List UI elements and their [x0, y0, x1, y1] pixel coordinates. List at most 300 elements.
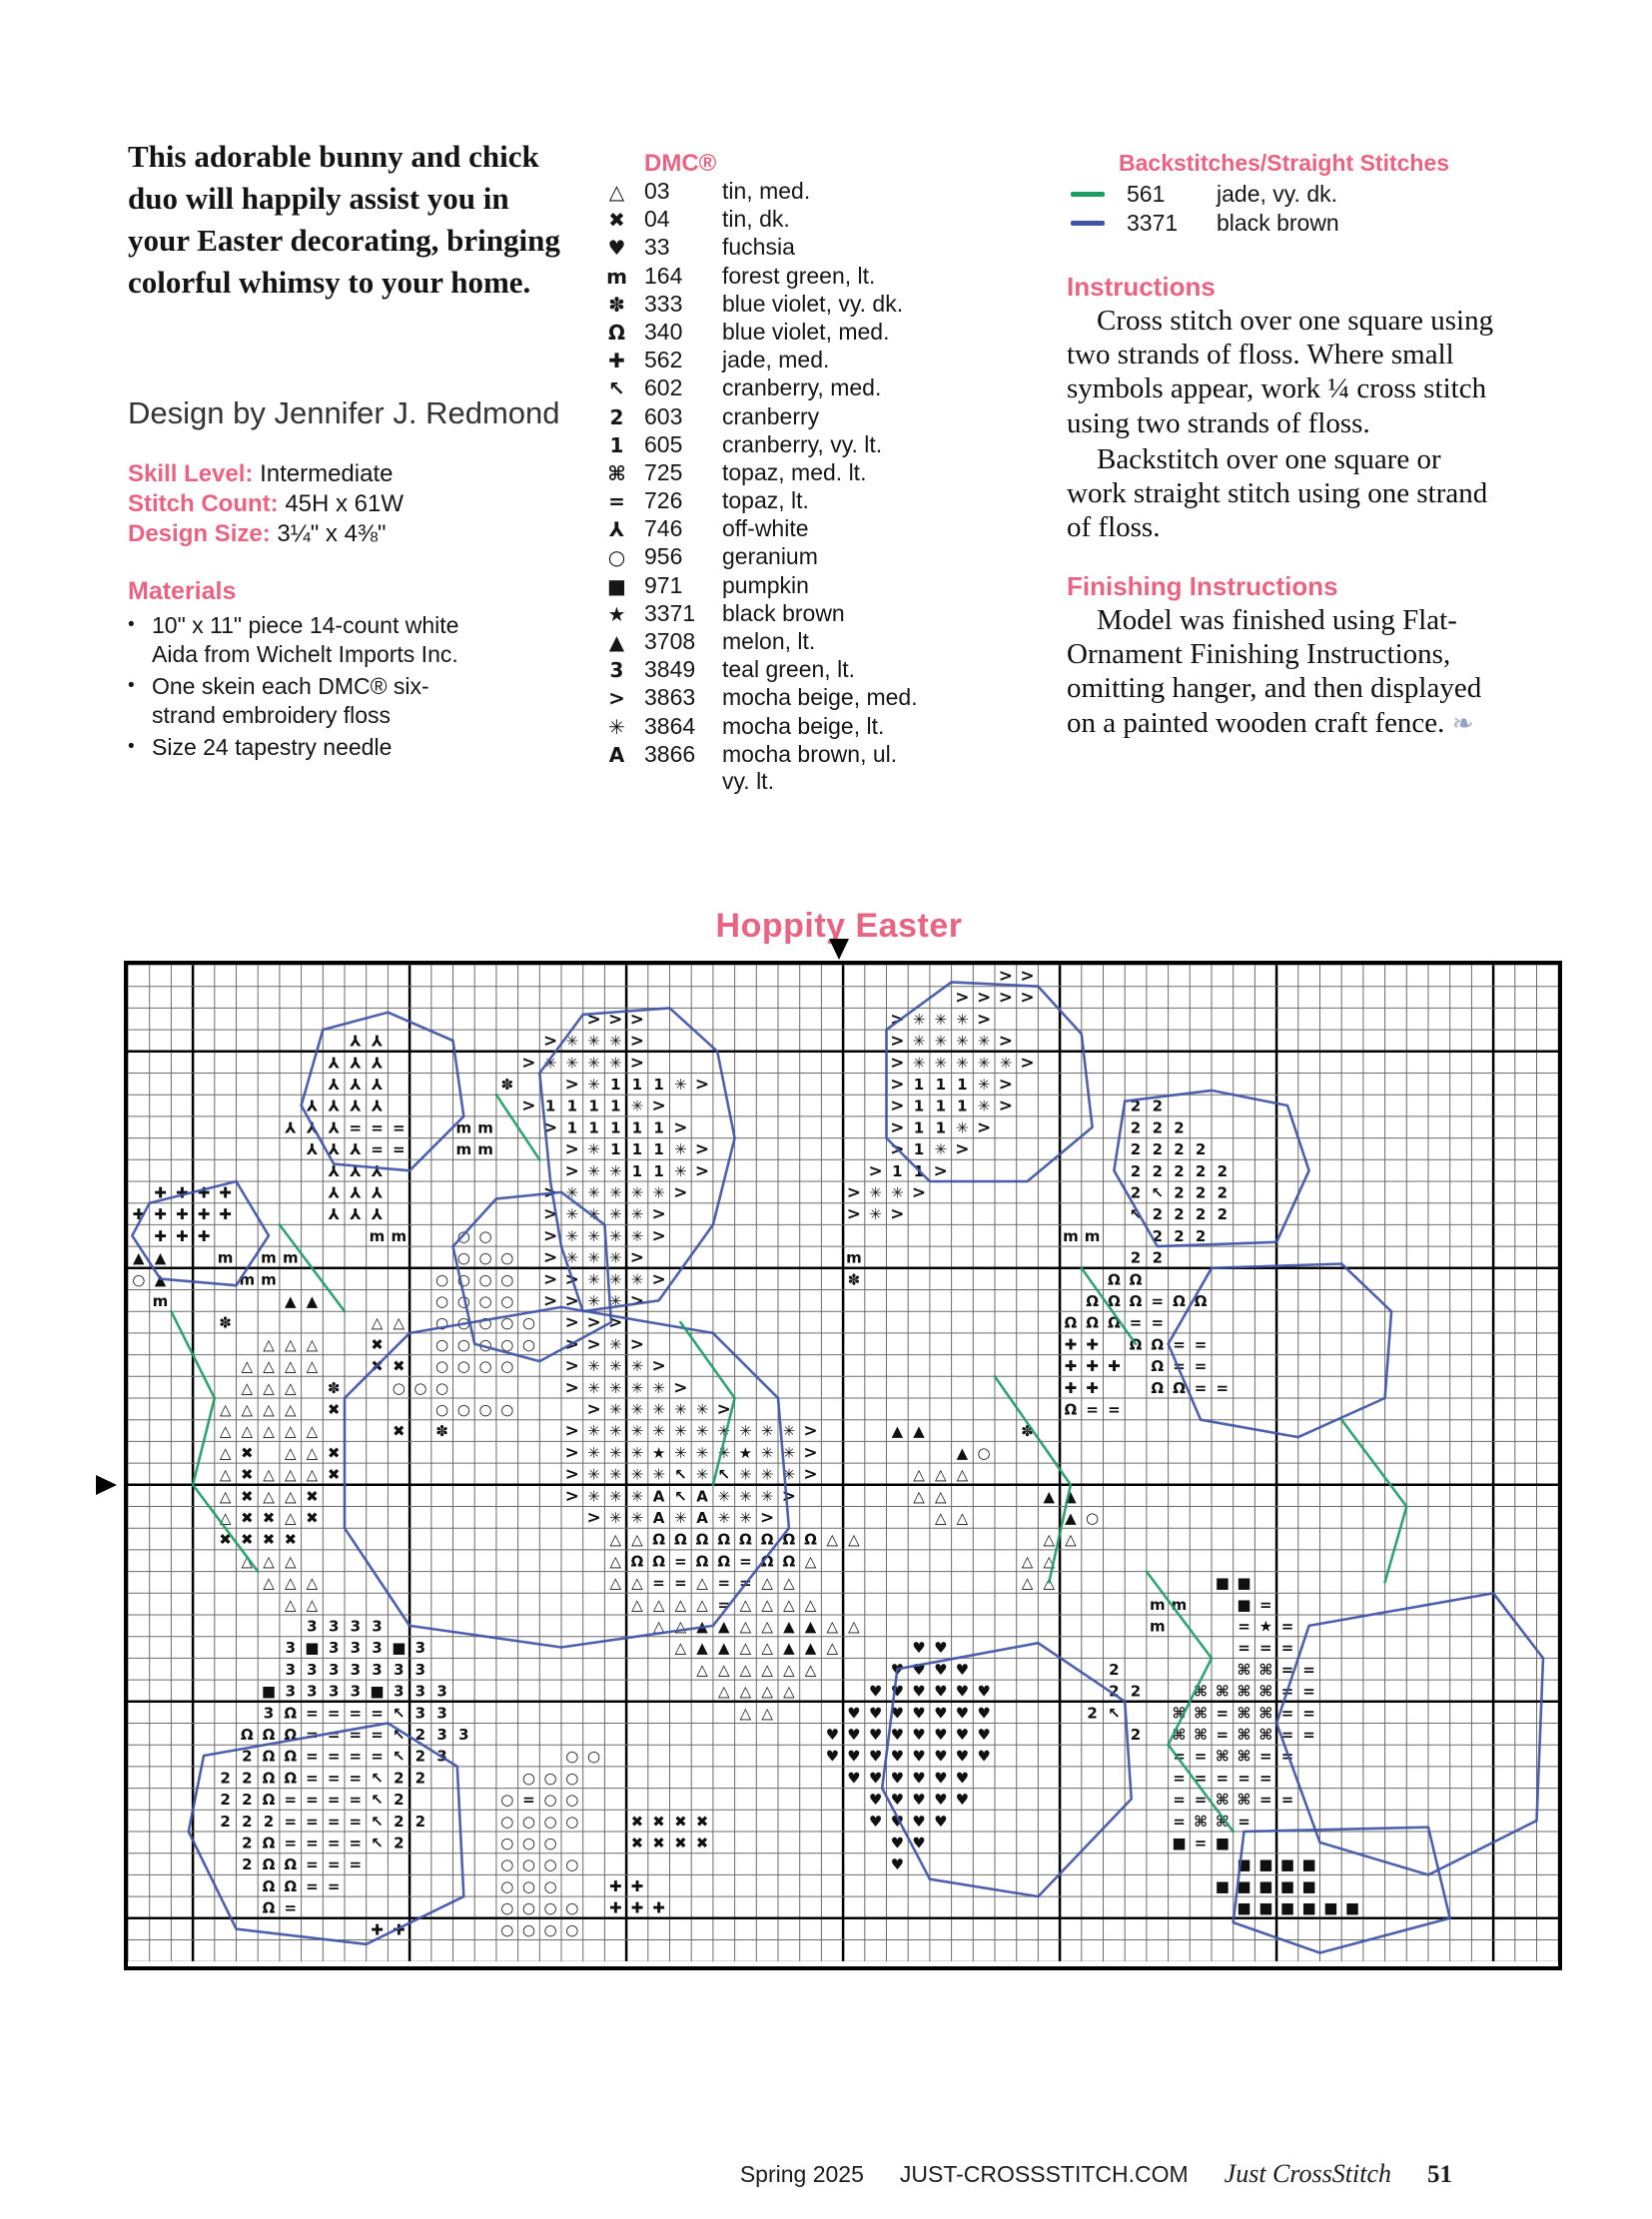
floss-name: fuchsia: [722, 234, 795, 261]
svg-text:1: 1: [610, 1118, 621, 1137]
svg-text:△: △: [956, 1509, 969, 1527]
svg-text:1: 1: [913, 1097, 925, 1115]
svg-text:>: >: [694, 1160, 710, 1181]
svg-text:✖: ✖: [306, 1509, 319, 1527]
svg-text:♥: ♥: [868, 1769, 883, 1788]
svg-text:✚: ✚: [609, 1898, 622, 1917]
svg-text:m: m: [477, 1118, 493, 1137]
svg-text:○: ○: [456, 1248, 470, 1267]
svg-text:2: 2: [414, 1769, 426, 1788]
svg-text:=: =: [1194, 1357, 1208, 1376]
spec-line: Design Size: 3¼" x 4⅜": [128, 520, 387, 547]
svg-text:3: 3: [394, 1660, 405, 1679]
svg-text:m: m: [1063, 1226, 1079, 1245]
svg-text:△: △: [826, 1530, 839, 1549]
svg-text:♥: ♥: [912, 1791, 926, 1810]
svg-text:2: 2: [1130, 1183, 1142, 1202]
svg-text:○: ○: [435, 1292, 449, 1310]
svg-text:A: A: [696, 1509, 708, 1527]
svg-text:✚: ✚: [219, 1183, 232, 1202]
materials-header: Materials: [128, 577, 237, 605]
dmc-legend-row: [589, 684, 919, 712]
svg-text:△: △: [609, 1574, 622, 1593]
svg-text:⌘: ⌘: [1237, 1726, 1251, 1744]
floss-code: 333: [644, 290, 683, 317]
svg-text:♥: ♥: [890, 1747, 905, 1766]
svg-text:○: ○: [435, 1335, 449, 1354]
svg-text:=: =: [371, 1140, 384, 1159]
dmc-legend-row: [589, 515, 919, 543]
svg-text:1: 1: [913, 1161, 925, 1180]
svg-text:2: 2: [242, 1791, 253, 1810]
svg-text:2: 2: [394, 1769, 405, 1788]
svg-text:Ω: Ω: [630, 1552, 644, 1571]
svg-text:○: ○: [543, 1920, 557, 1939]
svg-text:△: △: [935, 1465, 947, 1484]
svg-text:m: m: [369, 1226, 386, 1245]
svg-text:✳: ✳: [587, 1465, 600, 1484]
svg-text:⌘: ⌘: [1215, 1747, 1230, 1766]
svg-text:✚: ✚: [652, 1898, 665, 1917]
svg-text:✳: ✳: [652, 1465, 665, 1484]
svg-text:✳: ✳: [695, 1400, 709, 1419]
floss-code: 725: [644, 458, 683, 485]
svg-text:▲: ▲: [154, 1270, 167, 1289]
svg-text:✳: ✳: [695, 1443, 709, 1462]
svg-text:○: ○: [478, 1335, 492, 1354]
svg-text:△: △: [804, 1552, 817, 1571]
svg-text:△: △: [609, 1552, 622, 1571]
bullet-icon: •: [128, 735, 135, 757]
floss-code: 3371: [644, 599, 696, 626]
svg-text:♥: ♥: [955, 1791, 970, 1810]
svg-text:■: ■: [1279, 1855, 1295, 1874]
svg-text:2: 2: [1174, 1161, 1185, 1180]
svg-text:✳: ✳: [565, 1248, 579, 1267]
svg-text:2: 2: [1217, 1205, 1229, 1224]
svg-text:⅄: ⅄: [350, 1161, 362, 1180]
svg-text:=: =: [349, 1812, 363, 1831]
svg-text:△: △: [285, 1357, 297, 1376]
svg-text:✚: ✚: [371, 1920, 384, 1939]
svg-text:○: ○: [500, 1313, 514, 1332]
svg-text:△: △: [761, 1574, 773, 1593]
svg-text:Ω: Ω: [782, 1530, 796, 1549]
svg-text:△: △: [263, 1422, 275, 1441]
svg-text:✳: ✳: [630, 1357, 644, 1376]
svg-text:>: >: [629, 1053, 645, 1074]
dmc-legend-row: [589, 263, 919, 291]
svg-text:>: >: [998, 1075, 1014, 1095]
svg-text:✳: ✳: [934, 1032, 948, 1051]
svg-text:⌘: ⌘: [1215, 1682, 1230, 1701]
svg-text:○: ○: [392, 1378, 406, 1397]
svg-text:△: △: [306, 1443, 319, 1462]
svg-text:✳: ✳: [760, 1465, 774, 1484]
svg-text:3: 3: [328, 1682, 340, 1701]
dmc-legend-row: [589, 487, 919, 515]
svg-text:△: △: [739, 1660, 752, 1679]
svg-text:△: △: [219, 1400, 232, 1419]
svg-text:>: >: [629, 1334, 645, 1355]
svg-text:3: 3: [350, 1639, 362, 1658]
svg-text:○: ○: [521, 1855, 535, 1874]
svg-text:○: ○: [1086, 1509, 1100, 1527]
floss-name: blue violet, med.: [722, 318, 890, 345]
dmc-legend-row: [589, 628, 919, 656]
floss-name: black brown: [1217, 210, 1339, 236]
svg-text:△: △: [263, 1378, 275, 1397]
svg-text:m: m: [1149, 1595, 1166, 1614]
svg-text:✳: ✳: [587, 1161, 600, 1180]
svg-text:○: ○: [500, 1791, 514, 1810]
svg-text:1: 1: [566, 1118, 578, 1137]
floss-code: 04: [644, 206, 670, 233]
svg-text:1: 1: [935, 1076, 947, 1094]
svg-text:>: >: [564, 1291, 579, 1311]
svg-text:=: =: [327, 1747, 341, 1766]
svg-text:2: 2: [1130, 1682, 1142, 1701]
svg-text:1: 1: [631, 1161, 643, 1180]
svg-text:✚: ✚: [154, 1183, 167, 1202]
svg-text:♥: ♥: [912, 1747, 926, 1766]
floss-symbol-icon: >: [608, 686, 625, 711]
svg-text:2: 2: [1195, 1205, 1207, 1224]
svg-text:△: △: [1021, 1552, 1034, 1571]
svg-text:=: =: [1194, 1834, 1208, 1852]
svg-text:○: ○: [478, 1226, 492, 1245]
materials-list: [128, 611, 471, 765]
svg-text:△: △: [739, 1595, 752, 1614]
svg-text:✖: ✖: [327, 1465, 341, 1484]
dmc-legend-row: [589, 403, 919, 431]
material-item: • One skein each DMC® six-strand embroidery floss: [128, 672, 429, 728]
svg-text:>: >: [564, 1421, 579, 1442]
svg-text:○: ○: [500, 1248, 514, 1267]
svg-text:♥: ♥: [868, 1704, 883, 1723]
svg-text:✳: ✳: [630, 1465, 644, 1484]
svg-text:■: ■: [1172, 1834, 1187, 1852]
svg-text:△: △: [826, 1639, 839, 1658]
svg-text:1: 1: [892, 1161, 903, 1180]
svg-text:△: △: [1021, 1574, 1034, 1593]
floss-symbol-icon: ✚: [608, 349, 625, 373]
footer-magazine: Just CrossStitch: [1224, 2159, 1391, 2188]
svg-text:2: 2: [1217, 1183, 1229, 1202]
end-ornament-icon: ❧: [1451, 708, 1474, 738]
svg-text:♥: ♥: [868, 1791, 883, 1810]
svg-text:>: >: [998, 1096, 1014, 1116]
svg-text:2: 2: [414, 1747, 426, 1766]
svg-text:▲: ▲: [783, 1617, 795, 1636]
svg-text:✳: ✳: [609, 1054, 622, 1073]
svg-text:○: ○: [521, 1313, 535, 1332]
svg-text:✚: ✚: [197, 1226, 211, 1245]
svg-text:△: △: [371, 1313, 384, 1332]
svg-text:✳: ✳: [565, 1226, 579, 1245]
svg-text:✳: ✳: [587, 1205, 600, 1224]
svg-text:○: ○: [478, 1357, 492, 1376]
svg-text:△: △: [826, 1617, 839, 1636]
svg-text:✳: ✳: [717, 1509, 731, 1527]
svg-text:♥: ♥: [977, 1747, 991, 1766]
svg-text:=: =: [306, 1834, 319, 1852]
svg-text:○: ○: [500, 1855, 514, 1874]
svg-text:↖: ↖: [371, 1812, 384, 1831]
svg-text:m: m: [261, 1248, 277, 1267]
svg-text:2: 2: [242, 1855, 253, 1874]
design-specs: [128, 459, 404, 549]
svg-text:▲: ▲: [956, 1443, 969, 1462]
svg-text:3: 3: [372, 1639, 383, 1658]
floss-code: 3863: [644, 684, 696, 711]
svg-text:2: 2: [1152, 1248, 1164, 1267]
svg-text:>: >: [564, 1139, 579, 1160]
svg-text:=: =: [349, 1118, 363, 1137]
svg-text:△: △: [285, 1378, 297, 1397]
svg-text:✳: ✳: [630, 1443, 644, 1462]
svg-text:♥: ♥: [934, 1747, 948, 1766]
floss-code: 340: [644, 318, 683, 345]
spec-line: Skill Level: Intermediate: [128, 460, 394, 487]
svg-text:>: >: [651, 1225, 666, 1246]
svg-text:○: ○: [565, 1855, 579, 1874]
svg-text:>: >: [542, 1031, 558, 1052]
svg-text:✳: ✳: [609, 1226, 622, 1245]
svg-text:3: 3: [436, 1704, 447, 1723]
svg-text:⅄: ⅄: [328, 1140, 340, 1159]
svg-text:✚: ✚: [1064, 1378, 1078, 1397]
svg-text:△: △: [696, 1595, 708, 1614]
svg-text:>: >: [673, 1377, 688, 1398]
svg-text:↖: ↖: [1108, 1704, 1121, 1723]
svg-text:=: =: [1173, 1747, 1186, 1766]
svg-text:▲: ▲: [306, 1292, 319, 1310]
svg-text:✳: ✳: [543, 1054, 557, 1073]
svg-text:✖: ✖: [630, 1834, 644, 1852]
svg-text:3: 3: [414, 1704, 426, 1723]
svg-text:Ω: Ω: [674, 1530, 687, 1549]
svg-text:↖: ↖: [371, 1834, 384, 1852]
bullet-icon: •: [128, 674, 135, 696]
svg-text:>: >: [542, 1291, 558, 1311]
svg-text:✳: ✳: [652, 1183, 665, 1202]
svg-text:✳: ✳: [739, 1509, 752, 1527]
svg-text:=: =: [1216, 1704, 1230, 1723]
svg-text:⅄: ⅄: [350, 1183, 362, 1202]
svg-text:△: △: [652, 1617, 665, 1636]
svg-text:♥: ♥: [955, 1682, 970, 1701]
svg-text:✚: ✚: [1086, 1357, 1099, 1376]
backstitch-legend-row: [1071, 180, 1490, 209]
svg-text:=: =: [1280, 1791, 1294, 1810]
svg-text:○: ○: [500, 1270, 514, 1289]
svg-text:✚: ✚: [1086, 1378, 1099, 1397]
svg-text:▲: ▲: [891, 1422, 904, 1441]
svg-text:⌘: ⌘: [1194, 1726, 1209, 1744]
svg-text:△: △: [219, 1509, 232, 1527]
svg-text:✽: ✽: [219, 1313, 232, 1332]
svg-text:2: 2: [1109, 1682, 1120, 1701]
floss-code: 971: [644, 571, 683, 598]
svg-text:✖: ✖: [241, 1530, 254, 1549]
svg-text:Ω: Ω: [760, 1552, 774, 1571]
svg-text:=: =: [1280, 1747, 1294, 1766]
svg-text:○: ○: [977, 1443, 991, 1462]
svg-text:=: =: [1280, 1682, 1294, 1701]
svg-text:m: m: [217, 1248, 234, 1267]
svg-text:⅄: ⅄: [306, 1140, 319, 1159]
svg-text:=: =: [349, 1791, 363, 1810]
svg-text:✖: ✖: [284, 1530, 298, 1549]
svg-text:1: 1: [913, 1076, 925, 1094]
svg-text:>: >: [868, 1160, 883, 1181]
svg-text:△: △: [306, 1335, 319, 1354]
svg-text:▲: ▲: [1065, 1509, 1077, 1527]
svg-text:△: △: [285, 1574, 297, 1593]
svg-text:○: ○: [500, 1834, 514, 1852]
svg-text:★: ★: [738, 1443, 753, 1462]
svg-text:✖: ✖: [371, 1357, 384, 1376]
svg-text:✚: ✚: [176, 1205, 189, 1224]
svg-text:⅄: ⅄: [306, 1097, 319, 1115]
svg-text:△: △: [285, 1595, 297, 1614]
svg-text:✖: ✖: [241, 1465, 254, 1484]
svg-text:■: ■: [1215, 1834, 1230, 1852]
svg-text:2: 2: [1130, 1118, 1142, 1137]
svg-text:✖: ✖: [652, 1834, 665, 1852]
svg-text:♥: ♥: [912, 1726, 926, 1744]
svg-text:2: 2: [1195, 1140, 1207, 1159]
svg-text:♥: ♥: [934, 1791, 948, 1810]
svg-text:✖: ✖: [695, 1812, 709, 1831]
svg-text:♥: ♥: [955, 1769, 970, 1788]
svg-text:=: =: [1259, 1595, 1272, 1614]
svg-text:△: △: [263, 1574, 275, 1593]
svg-text:♥: ♥: [890, 1726, 905, 1744]
svg-text:■: ■: [1301, 1855, 1316, 1874]
svg-text:A: A: [696, 1487, 708, 1506]
svg-text:△: △: [1043, 1530, 1056, 1549]
svg-text:m: m: [455, 1118, 472, 1137]
svg-text:△: △: [739, 1704, 752, 1723]
svg-text:2: 2: [242, 1812, 253, 1831]
svg-text:Ω: Ω: [804, 1530, 817, 1549]
svg-text:3: 3: [372, 1617, 383, 1636]
svg-text:>: >: [521, 1096, 536, 1116]
svg-text:>: >: [586, 1508, 601, 1528]
svg-text:=: =: [306, 1704, 319, 1723]
svg-text:♥: ♥: [977, 1704, 991, 1723]
svg-text:=: =: [327, 1812, 341, 1831]
svg-text:✳: ✳: [977, 1097, 991, 1115]
svg-text:■: ■: [1258, 1855, 1273, 1874]
svg-text:✳: ✳: [609, 1443, 622, 1462]
svg-text:=: =: [1216, 1378, 1230, 1397]
svg-text:✳: ✳: [630, 1422, 644, 1441]
svg-text:♥: ♥: [890, 1769, 905, 1788]
svg-text:3: 3: [328, 1660, 340, 1679]
svg-text:2: 2: [1109, 1660, 1120, 1679]
svg-text:Ω: Ω: [284, 1747, 298, 1766]
svg-text:2: 2: [1130, 1140, 1142, 1159]
svg-text:2: 2: [1130, 1726, 1142, 1744]
svg-text:○: ○: [456, 1400, 470, 1419]
svg-text:Ω: Ω: [262, 1747, 276, 1766]
svg-text:>: >: [608, 1009, 623, 1030]
svg-text:1: 1: [653, 1161, 664, 1180]
svg-text:>: >: [629, 1031, 645, 1052]
svg-text:3: 3: [263, 1704, 275, 1723]
floss-code: 746: [644, 515, 683, 542]
backstitch-color-swatch: [1071, 221, 1105, 226]
svg-text:✳: ✳: [609, 1357, 622, 1376]
svg-text:△: △: [285, 1487, 297, 1506]
svg-text:○: ○: [521, 1769, 535, 1788]
svg-text:=: =: [327, 1726, 341, 1744]
svg-text:○: ○: [456, 1313, 470, 1332]
svg-text:2: 2: [414, 1726, 426, 1744]
svg-text:>: >: [1020, 1053, 1035, 1074]
svg-text:>: >: [846, 1182, 862, 1203]
svg-text:⌘: ⌘: [1172, 1704, 1187, 1723]
svg-text:2: 2: [263, 1812, 275, 1831]
svg-text:>: >: [846, 1204, 862, 1225]
floss-symbol-icon: ✳: [608, 714, 625, 739]
svg-text:3: 3: [436, 1747, 447, 1766]
svg-text:♥: ♥: [890, 1704, 905, 1723]
dmc-legend-row: [589, 600, 919, 628]
svg-text:>: >: [803, 1442, 818, 1463]
svg-text:○: ○: [565, 1812, 579, 1831]
svg-text:>: >: [542, 1247, 558, 1268]
svg-text:✳: ✳: [717, 1422, 731, 1441]
svg-text:⅄: ⅄: [350, 1205, 362, 1224]
svg-text:✖: ✖: [674, 1812, 687, 1831]
svg-text:✳: ✳: [999, 1054, 1013, 1073]
svg-text:■: ■: [1301, 1898, 1316, 1917]
svg-text:✳: ✳: [587, 1292, 600, 1310]
svg-text:♥: ♥: [934, 1660, 948, 1679]
svg-text:○: ○: [565, 1791, 579, 1810]
material-item: • 10" x 11" piece 14-count white Aida from Wichelt Imports Inc.: [128, 612, 459, 667]
svg-text:♥: ♥: [955, 1726, 970, 1744]
svg-text:✳: ✳: [869, 1205, 882, 1224]
svg-text:3: 3: [458, 1726, 469, 1744]
instructions-text: [1067, 304, 1506, 547]
svg-text:Ω: Ω: [1151, 1357, 1165, 1376]
svg-text:♥: ♥: [934, 1704, 948, 1723]
svg-text:3: 3: [307, 1682, 318, 1701]
svg-text:✳: ✳: [977, 1054, 991, 1073]
svg-text:✳: ✳: [609, 1248, 622, 1267]
svg-text:2: 2: [1174, 1140, 1185, 1159]
svg-text:>: >: [716, 1399, 731, 1420]
svg-text:>: >: [803, 1464, 818, 1485]
svg-text:○: ○: [435, 1400, 449, 1419]
svg-text:⅄: ⅄: [350, 1076, 362, 1094]
svg-text:=: =: [717, 1595, 731, 1614]
floss-symbol-icon: Ω: [607, 320, 625, 345]
svg-text:2: 2: [1152, 1097, 1164, 1115]
svg-text:○: ○: [565, 1898, 579, 1917]
svg-text:○: ○: [543, 1898, 557, 1917]
svg-text:✳: ✳: [587, 1140, 600, 1159]
svg-text:1: 1: [631, 1140, 643, 1159]
svg-text:=: =: [306, 1812, 319, 1831]
dmc-legend-row: [589, 347, 919, 374]
svg-text:✳: ✳: [587, 1357, 600, 1376]
